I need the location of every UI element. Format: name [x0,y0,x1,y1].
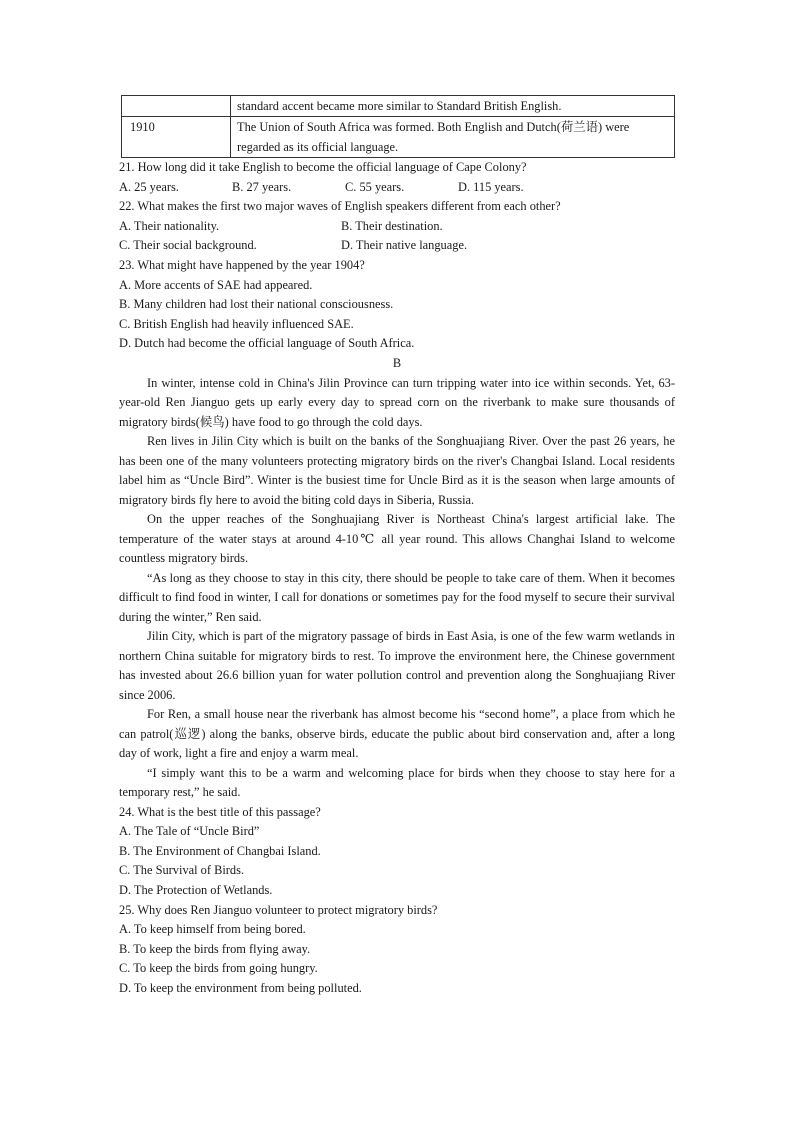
question-23-stem: 23. What might have happened by the year 1904? [119,257,365,272]
question-22-options-row1 [119,217,675,237]
option-b: B. Their destination. [341,218,443,233]
exam-page [119,95,675,998]
question-21-options [119,178,675,198]
option-c: C. Their social background. [119,238,257,253]
option-c: C. The Survival of Birds. [119,863,245,878]
table-year-cell [122,96,231,117]
history-table [121,95,675,158]
option-a: A. 25 years. [119,179,179,194]
table-row [122,96,675,117]
question-22-stem: 22. What makes the first two major waves of English speakers different from each other? [119,199,561,214]
option-b: B. 27 years. [232,179,292,194]
option-d: D. Their native language. [341,238,468,253]
option-a: A. To keep himself from being bored. [119,922,306,937]
question-25-stem: 25. Why does Ren Jianguo volunteer to protect migratory birds? [119,902,438,917]
option-b: B. Many children had lost their national consciousness. [119,297,394,312]
option-a: A. The Tale of “Uncle Bird” [119,824,260,839]
option-b: B. The Environment of Changbai Island. [119,843,321,858]
table-event-cell: standard accent became more similar to Standard British English. [231,96,675,117]
option-d: D. 115 years. [458,179,524,194]
option-c: C. To keep the birds from going hungry. [119,961,318,976]
passage-paragraph: “As long as they choose to stay in this city, there should be people to take care of them. When it becomes difficult to find food in winter, I call for donations or sometimes pay for the food myself to secure their survival during the winter,” Ren said. [119,570,675,624]
table-row [122,117,675,158]
passage-paragraph: “I simply want this to be a warm and welcoming place for birds when they choose to stay here for a temporary rest,” he said. [119,765,675,800]
option-a: A. More accents of SAE had appeared. [119,277,313,292]
section-b-heading: B [392,355,402,370]
passage-paragraph: On the upper reaches of the Songhuajiang River is Northeast China's largest artificial lake. The temperature of the water stays at around 4-10℃ all year round. This allows Changhai Island to welcome countless migratory birds. [119,512,675,566]
passage-paragraph: In winter, intense cold in China's Jilin Province can turn tripping water into ice within seconds. Yet, 63-year-old Ren Jianguo gets up early every day to spread corn on the riverbank to make sure thousands of migratory birds(候鸟) have food to go through the cold days. [119,375,675,429]
question-21-stem: 21. How long did it take English to become the official language of Cape Colony? [119,160,527,174]
option-d: D. To keep the environment from being polluted. [119,980,362,995]
question-22-options-row2 [119,236,675,256]
table-event-cell: The Union of South Africa was formed. Both English and Dutch(荷兰语) were regarded as its official language. [231,117,675,158]
passage-paragraph: Ren lives in Jilin City which is built on the banks of the Songhuajiang River. Over the past 26 years, he has been one of the many volunteers protecting migratory birds on the river's Changbai Island. Local residents label him as “Uncle Bird”. Winter is the busiest time for Uncle Bird as it is the season when large amounts of migratory birds fly here to avoid the biting cold days in Siberia, Russia. [119,434,675,507]
passage-paragraph: Jilin City, which is part of the migratory passage of birds in East Asia, is one of the few warm wetlands in northern China suitable for migratory birds to rest. To improve the environment here, the Chinese government has invested about 26.6 billion yuan for water pollution control and prevention along the Songhuajiang River since 2006. [119,629,675,702]
passage-paragraph: For Ren, a small house near the riverbank has almost become his “second home”, a place from which he can patrol(巡逻) along the banks, observe birds, educate the public about bird conservation and, after a long day of work, light a fire and enjoy a warm meal. [119,707,675,761]
option-d: D. Dutch had become the official language of South Africa. [119,336,415,351]
reading-passage [119,374,675,803]
option-b: B. To keep the birds from flying away. [119,941,311,956]
option-a: A. Their nationality. [119,218,220,233]
option-c: C. 55 years. [345,179,405,194]
option-d: D. The Protection of Wetlands. [119,882,273,897]
table-year-cell: 1910 [122,117,231,158]
option-c: C. British English had heavily influenced SAE. [119,316,354,331]
question-24-stem: 24. What is the best title of this passage? [119,804,321,819]
